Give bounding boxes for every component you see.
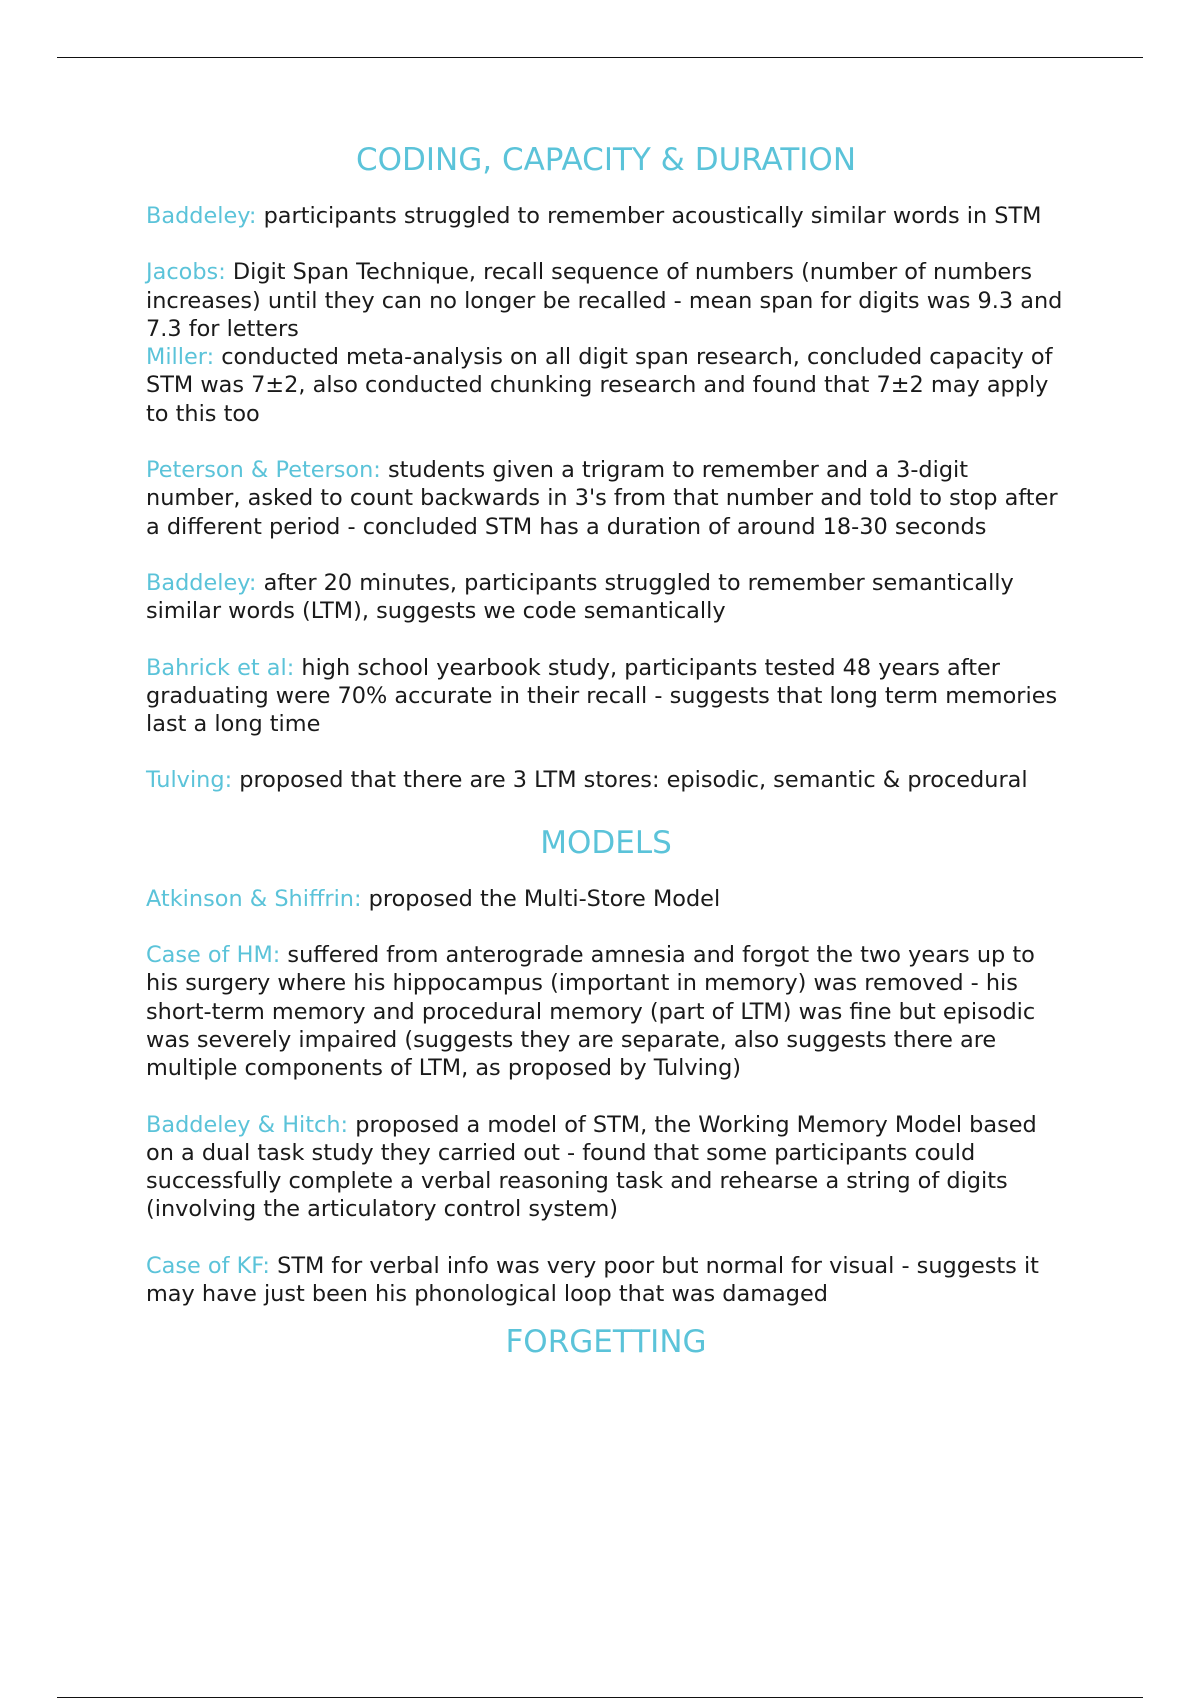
entry-bahrick xyxy=(146,654,1066,739)
entry-text: Digit Span Technique, recall sequence of numbers (number of numbers increases) until they can no longer be recalled - mean span for digits was 9.3 and 7.3 for letters xyxy=(146,259,1063,342)
entry-peterson xyxy=(146,456,1066,541)
entry-atkinson-shiffrin xyxy=(146,885,1066,913)
entry-text: conducted meta-analysis on all digit span research, concluded capacity of STM was 7±2, also conducted chunking research and found that 7±2 may apply to this too xyxy=(146,344,1053,427)
entry-case-hm xyxy=(146,941,1066,1082)
entry-text: STM for verbal info was very poor but normal for visual - suggests it may have just been his phonological loop that was damaged xyxy=(146,1252,1039,1308)
document-body xyxy=(146,140,1066,1362)
entry-author: Atkinson & Shiffrin: xyxy=(146,885,362,912)
section-title-coding: CODING, CAPACITY & DURATION xyxy=(355,142,857,178)
entry-author: Peterson & Peterson: xyxy=(146,457,381,484)
entry-text: after 20 minutes, participants struggled to remember semantically similar words (LTM), suggests we code semantically xyxy=(146,569,1014,625)
bottom-rule xyxy=(57,1697,1143,1698)
entry-author: Case of HM: xyxy=(146,942,281,969)
entry-author: Tulving: xyxy=(146,767,233,794)
entry-text: suffered from anterograde amnesia and forgot the two years up to his surgery where his hippocampus (important in memory) was removed - his short-term memory and procedural memory (part of LTM) was fine but episodic was severely impaired (suggests they are separate, also suggests there are multiple components of LTM, as proposed by Tulving) xyxy=(146,942,1036,1082)
entry-text: proposed that there are 3 LTM stores: episodic, semantic & procedural xyxy=(232,767,1028,794)
entry-text: participants struggled to remember acoustically similar words in STM xyxy=(256,203,1042,229)
entry-author: Baddeley: xyxy=(146,569,257,596)
entry-author: Bahrick et al: xyxy=(146,654,295,681)
entry-jacobs xyxy=(146,258,1066,343)
entry-text: proposed the Multi-Store Model xyxy=(361,885,721,912)
section-title-forgetting: FORGETTING xyxy=(505,1324,707,1361)
entry-author: Baddeley & Hitch: xyxy=(146,1111,349,1138)
entry-text: students given a trigram to remember and a 3-digit number, asked to count backwards in 3's from that number and told to stop after a different period - concluded STM has a duration of around 18-30 seconds xyxy=(146,457,1058,540)
entry-baddeley-semantic xyxy=(146,569,1066,626)
entry-miller xyxy=(146,343,1066,428)
entry-author: Baddeley: xyxy=(146,203,257,229)
entry-baddeley-hitch xyxy=(146,1111,1066,1224)
entry-author: Jacobs: xyxy=(146,259,226,286)
entry-author: Case of KF: xyxy=(146,1252,270,1279)
entry-tulving xyxy=(146,766,1066,794)
entry-author: Miller: xyxy=(146,344,215,371)
entry-case-kf xyxy=(146,1252,1066,1309)
entry-text: high school yearbook study, participants tested 48 years after graduating were 70% accurate in their recall - suggests that long term memories last a long time xyxy=(146,654,1058,738)
entry-baddeley-acoustic xyxy=(146,202,1066,230)
top-rule xyxy=(57,57,1143,58)
entry-text: proposed a model of STM, the Working Memory Model based on a dual task study they carried out - found that some participants could successfully complete a verbal reasoning task and rehearse a string of digits (involving the articulatory control system) xyxy=(146,1111,1037,1223)
section-title-models: MODELS xyxy=(540,824,672,861)
